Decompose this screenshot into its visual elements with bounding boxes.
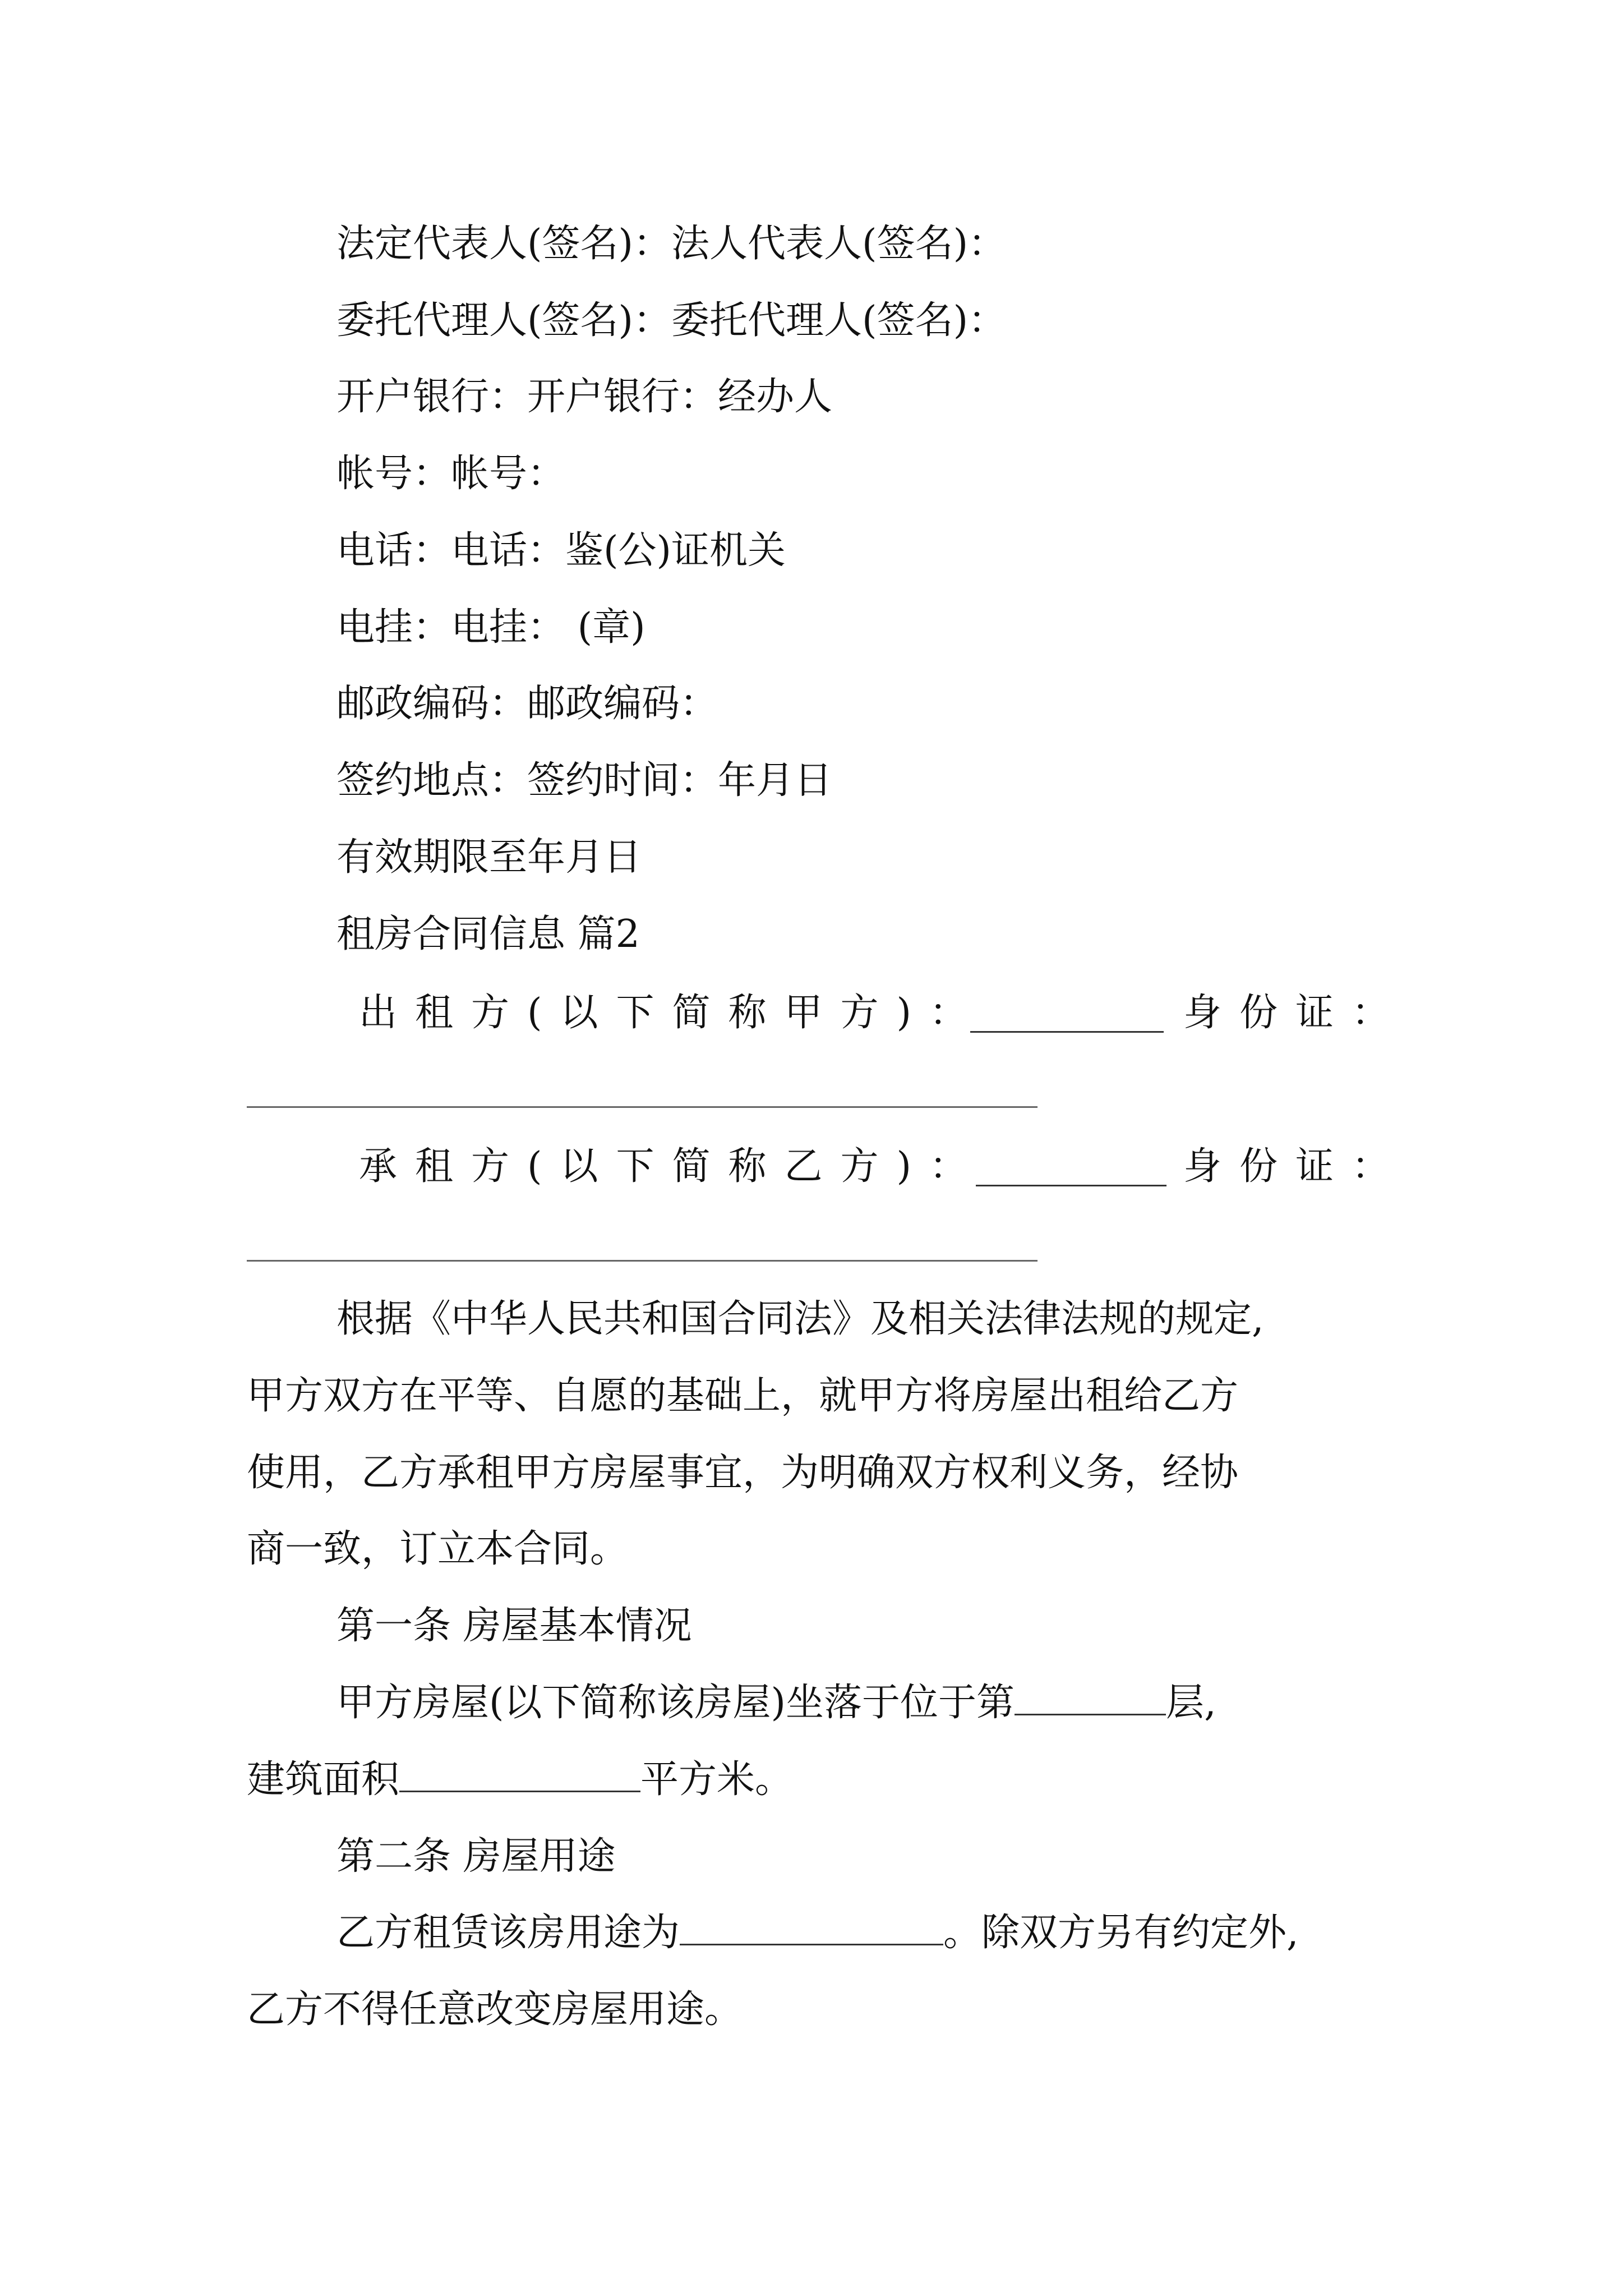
article-2-line-1	[336, 1911, 1299, 1955]
signature-line-validity: 有效期限至年月日	[336, 835, 642, 880]
lessor-name-blank	[970, 999, 1164, 1033]
article-1-floor-suffix: 层,	[1166, 1681, 1216, 1725]
article-2-title: 第二条 房屋用途	[336, 1834, 616, 1879]
signature-line-account: 帐号：帐号：	[336, 452, 566, 496]
article-1-area-label: 建筑面积	[247, 1757, 400, 1802]
area-blank	[399, 1758, 640, 1792]
signature-line-bank: 开户银行：开户银行：经办人	[336, 375, 833, 419]
signature-line-postcode: 邮政编码：邮政编码：	[336, 682, 718, 726]
usage-blank	[680, 1911, 943, 1945]
signature-line-place-time: 签约地点：签约时间：年月日	[336, 758, 833, 803]
signature-line-telegraph: 电挂：电挂： (章)	[336, 605, 645, 650]
section-title: 租房合同信息 篇2	[336, 912, 640, 956]
article-1-location-text: 甲方房屋(以下简称该房屋)坐落于位于第	[336, 1681, 1015, 1725]
signature-line-phone: 电话：电话：鉴(公)证机关	[336, 528, 786, 573]
signature-line-agent: 委托代理人(签名)：委托代理人(签名)：	[336, 298, 1007, 343]
article-2-line-2: 乙方不得任意改变房屋用途。	[247, 1987, 743, 2032]
lessor-id-label: 身份证：	[1183, 991, 1408, 1035]
article-2-usage-suffix: 。除双方另有约定外,	[943, 1911, 1299, 1955]
lessee-label: 承租方(以下简称乙方)：	[359, 1144, 986, 1189]
lessor-label: 出租方(以下简称甲方)：	[359, 991, 986, 1035]
lessor-id-blank	[247, 1106, 1038, 1108]
lessee-id-label: 身份证：	[1183, 1144, 1408, 1189]
preamble-line-2: 甲方双方在平等、自愿的基础上，就甲方将房屋出租给乙方	[247, 1374, 1239, 1418]
lessee-name-blank	[976, 1152, 1166, 1186]
preamble-line-3: 使用，乙方承租甲方房屋事宜，为明确双方权利义务，经协	[247, 1451, 1239, 1495]
article-1-title: 第一条 房屋基本情况	[336, 1604, 692, 1648]
preamble-line-4: 商一致，订立本合同。	[247, 1527, 629, 1571]
preamble-line-1: 根据《中华人民共和国合同法》及相关法律法规的规定,	[336, 1297, 1264, 1341]
article-1-area-unit: 平方米。	[640, 1757, 794, 1802]
signature-line-legal-representative: 法定代表人(签名)：法人代表人(签名)：	[336, 222, 1007, 266]
article-1-line-1	[336, 1681, 1216, 1726]
lessee-id-blank	[247, 1260, 1038, 1262]
article-2-usage-label: 乙方租赁该房用途为	[336, 1911, 680, 1955]
floor-blank	[1015, 1681, 1166, 1715]
article-1-line-2	[247, 1757, 793, 1802]
